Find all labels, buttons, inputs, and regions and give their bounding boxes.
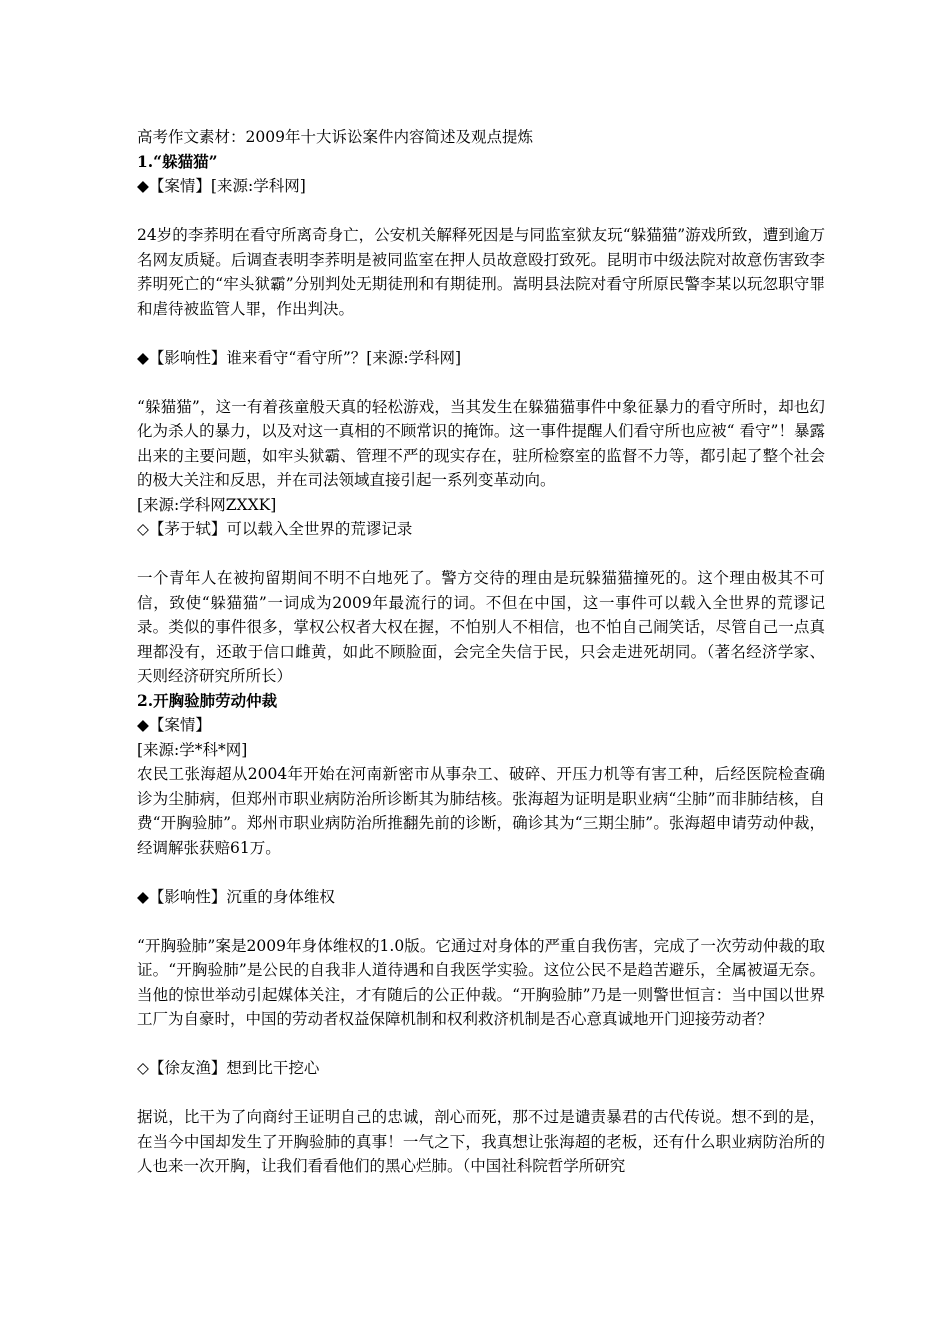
- section-1-heading: 1.“躲猫猫”: [137, 151, 218, 171]
- document-title: 高考作文素材：2009年十大诉讼案件内容简述及观点提炼: [137, 128, 533, 146]
- blank-line: [137, 860, 825, 885]
- blank-line: [137, 1081, 825, 1106]
- section-1-impact-text: “躲猫猫”，这一有着孩童般天真的轻松游戏，当其发生在躲猫猫事件中象征暴力的看守所时，却也幻化为杀人的暴力，以及对这一真相的不顾常识的掩饰。这一事件提醒人们看守所也应被“ 看守”！暴露出来的主要问题，如牢头狱霸、管理不严的现实存在，驻所检察室的监督不力等，都引起了整个社会的极大关注和反思，并在司法领域直接引起一系列变革动向。: [137, 397, 825, 489]
- section-1-impact-source: [来源:学科网ZXXK]: [137, 495, 277, 514]
- section-2-case-source: [来源:学*科*网]: [137, 740, 248, 759]
- blank-line: [137, 370, 825, 395]
- section-1-case-label: ◆【案情】[来源:学科网]: [137, 177, 306, 195]
- section-1-case-text: 24岁的李荞明在看守所离奇身亡，公安机关解释死因是与同监室狱友玩“躲猫猫”游戏所致，遭到逾万名网友质疑。后调查表明李荞明是被同监室在押人员故意殴打致死。昆明市中级法院对故意伤害致李荞明死亡的“牢头狱霸”分别判处无期徒刑和有期徒刑。嵩明县法院对看守所原民警李某以玩忽职守罪和虐待被监管人罪，作出判决。: [137, 226, 825, 318]
- section-2-impact-text: “开胸验肺”案是2009年身体维权的1.0版。它通过对身体的严重自我伤害，完成了一次劳动仲裁的取证。“开胸验肺”是公民的自我非人道待遇和自我医学实验。这位公民不是趋苦避乐，全属被逼无奈。当他的惊世举动引起媒体关注，才有随后的公正仲裁。“开胸验肺”乃是一则警世恒言：当中国以世界工厂为自豪时，中国的劳动者权益保障机制和权利救济机制是否心意真诚地开门迎接劳动者？: [137, 936, 825, 1028]
- section-2-impact-label: ◆【影响性】沉重的身体维权: [137, 887, 335, 906]
- section-1-impact-label: ◆【影响性】谁来看守“看守所”？[来源:学科网]: [137, 348, 462, 367]
- section-2-case-label: ◆【案情】: [137, 716, 211, 734]
- section-2-comment-label: ◇【徐友渔】想到比干挖心: [137, 1059, 320, 1077]
- section-2-comment-text: 据说，比干为了向商纣王证明自己的忠诚，剖心而死，那不过是谴责暴君的古代传说。想不到的是，在当今中国却发生了开胸验肺的真事！一气之下，我真想让张海超的老板，还有什么职业病防治所的人也来一次开胸，让我们看看他们的黑心烂肺。（中国社科院哲学所研究: [137, 1108, 825, 1175]
- section-1-comment-text: 一个青年人在被拘留期间不明不白地死了。警方交待的理由是玩躲猫猫撞死的。这个理由极其不可信，致使“躲猫猫”一词成为2009年最流行的词。不但在中国，这一事件可以载入全世界的荒谬记录。类似的事件很多，掌权公权者大权在握，不怕别人不相信，也不怕自己闹笑话，尽管自己一点真理都没有，还敢于信口雌黄，如此不顾脸面，会完全失信于民，只会走进死胡同。（著名经济学家、天则经济研究所所长）: [137, 569, 825, 685]
- section-2-heading: 2.开胸验肺劳动仲裁: [137, 690, 278, 710]
- section-1-comment-label: ◇【茅于轼】可以载入全世界的荒谬记录: [137, 520, 413, 538]
- blank-line: [137, 1032, 825, 1057]
- blank-line: [137, 909, 825, 934]
- blank-line: [137, 321, 825, 346]
- document-page: [137, 125, 825, 1179]
- blank-line: [137, 199, 825, 224]
- blank-line: [137, 542, 825, 567]
- section-2-case-text: 农民工张海超从2004年开始在河南新密市从事杂工、破碎、开压力机等有害工种，后经医院检查确诊为尘肺病，但郑州市职业病防治所诊断其为肺结核。张海超为证明是职业病“尘肺”而非肺结核，自费“开胸验肺”。郑州市职业病防治所推翻先前的诊断，确诊其为“三期尘肺”。张海超申请劳动仲裁，经调解张获赔61万。: [137, 765, 825, 857]
